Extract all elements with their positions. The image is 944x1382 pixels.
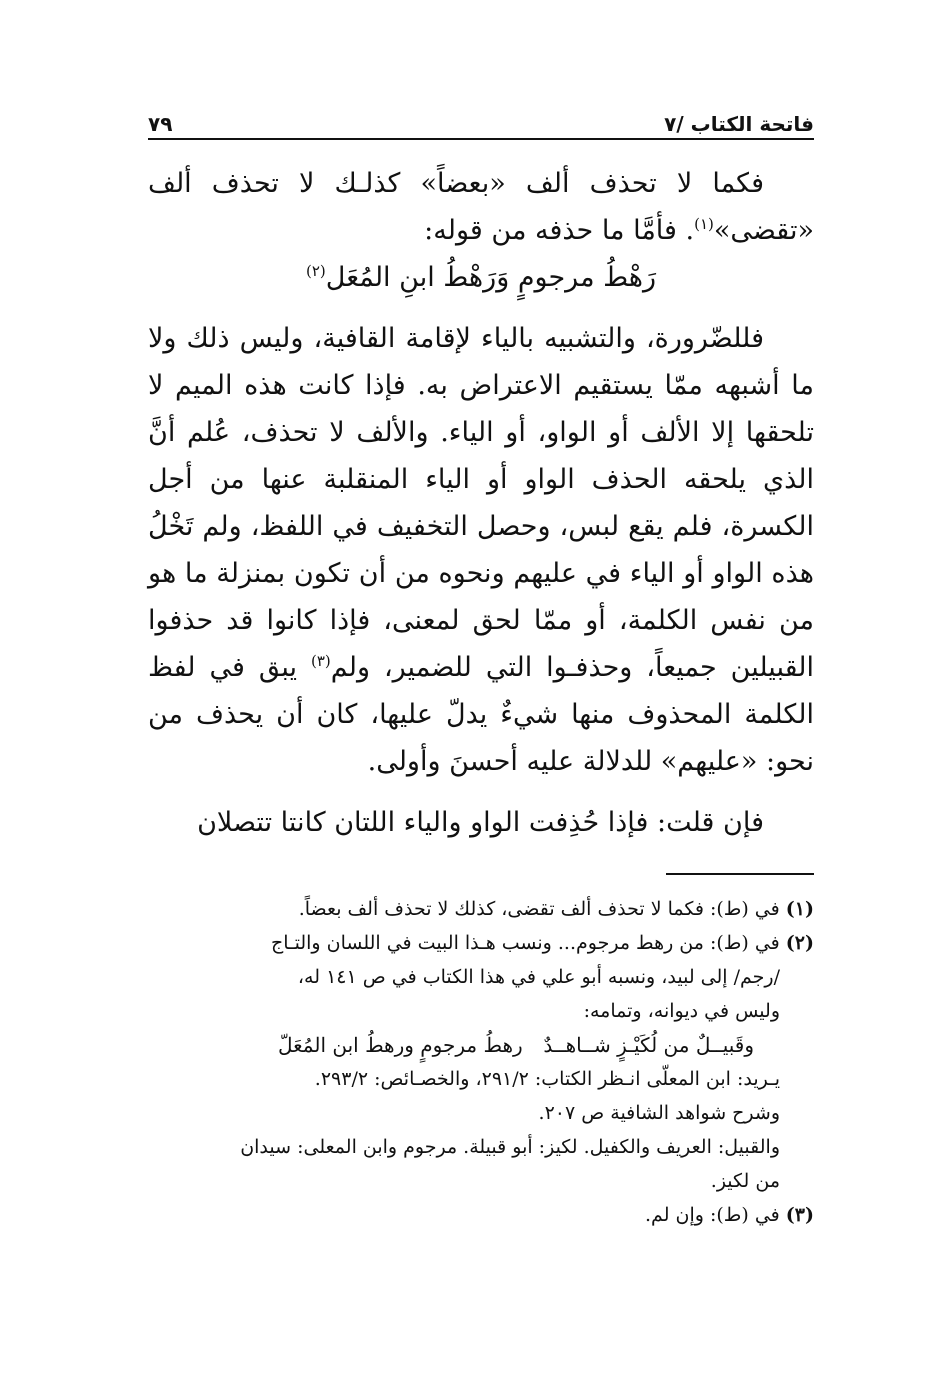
page-number: ٧٩ bbox=[148, 112, 173, 136]
running-title: فاتحة الكتاب /٧ bbox=[664, 112, 814, 136]
paragraph-1-line-2b: . فأمَّا ما حذفه من قوله: bbox=[424, 215, 695, 246]
verse-text: رَهْطُ مرجومٍ وَرَهْطُ ابنِ المُعَل bbox=[325, 262, 657, 293]
footnote-2-line-8: من لكيز. bbox=[710, 1170, 780, 1192]
footnote-2 bbox=[148, 926, 814, 960]
footnote-2-line-6: وشرح شواهد الشافية ص ٢٠٧. bbox=[538, 1102, 780, 1124]
footnote-2-verse bbox=[148, 1028, 814, 1062]
footnote-2-line-3: وليس في ديوانه، وتمامه: bbox=[583, 1000, 780, 1022]
footnote-1 bbox=[148, 892, 814, 926]
paragraph-2 bbox=[148, 315, 814, 785]
paragraph-3-text: فإن قلت: فإذا حُذِفت الواو والياء اللتان كانتا تتصلان bbox=[197, 807, 764, 838]
footnote-ref-2: (٢) bbox=[305, 262, 326, 280]
header-rule bbox=[148, 138, 814, 140]
paragraph-2-part-a: فللضّرورة، والتشبيه بالياء لإقامة القافية، وليس ذلك ولا ما أشبهه ممّا يستقيم الاعتراض به. فإذا كانت هذه الميم لا تلحقها إلا الألف أو الواو، أو الياء. والألف لا تحذف، عُلم أنَّ الذي يلحقه الحذف الواو أو الياء المنقلبة عنها من أجل الكسرة، فلم يقع لبس، وحصل التخفيف في اللفظ، ولم تَخْلُ هذه الواو أو الياء في عليهم ونحوه من أن تكون بمنزلة ما هو من نفس الكلمة، أو ممّا لحق لمعنى، فإذا كانوا قد حذفوا القبيلين جميعاً، وحذفـوا التي للضمير، ولم bbox=[148, 323, 814, 683]
paragraph-3 bbox=[148, 799, 814, 846]
footnote-2-verse-second-half: رهطُ مرجومٍ ورهطُ ابن المُعَلّ bbox=[278, 1033, 523, 1057]
footnote-2-line-7: والقبيل: العريف والكفيل. لكيز: أبو قبيلة. مرجوم وابن المعلى: سيدان bbox=[240, 1136, 780, 1158]
paragraph-2-part-b: يبق في لفظ الكلمة المحذوف منها شيءٌ يدلّ عليها، كان أن يحذف من نحو: «عليهم» للدلالة عليه أحسنَ وأولى. bbox=[148, 652, 814, 777]
footnote-2-line-2: /رجم/ إلى لبيد، ونسبه أبو علي في هذا الكتاب في ص ١٤١ له، bbox=[297, 966, 780, 988]
footnote-2-verse-first-half: وقَبيــلٌ من لُكَيْـزٍ شــاهــدٌ bbox=[543, 1033, 754, 1057]
page-header bbox=[148, 100, 814, 136]
main-text bbox=[148, 160, 814, 846]
footnote-ref-3: (٣) bbox=[310, 652, 331, 670]
paragraph-1-line-2: «تقضى» bbox=[713, 215, 814, 246]
footnote-ref-1: (١) bbox=[694, 215, 714, 233]
footnote-1-number: (١) bbox=[785, 898, 814, 920]
footnote-separator bbox=[666, 873, 814, 875]
footnote-3 bbox=[148, 1198, 814, 1232]
footnote-2-line-5: يـريد: ابن المعلّى انـظر الكتاب: ٢٩١/٢، والخصـائص: ٢٩٣/٢. bbox=[314, 1068, 780, 1090]
footnotes bbox=[148, 892, 814, 1232]
paragraph-1 bbox=[148, 160, 814, 254]
paragraph-1-line-1: فكما لا تحذف ألف «بعضاً» كذلـك لا تحذف ألف bbox=[148, 168, 764, 199]
footnote-1-text: في (ط): فكما لا تحذف ألف تقضى، كذلك لا تحذف ألف بعضاً. bbox=[298, 898, 786, 920]
verse-line bbox=[148, 254, 814, 301]
footnote-3-text: في (ط): وإن لم. bbox=[645, 1204, 786, 1226]
footnote-2-number: (٢) bbox=[785, 932, 814, 954]
footnote-3-number: (٣) bbox=[785, 1204, 814, 1226]
footnote-2-text: في (ط): من رهط مرجوم... ونسب هـذا البيت في اللسان والتـاج bbox=[270, 932, 786, 954]
